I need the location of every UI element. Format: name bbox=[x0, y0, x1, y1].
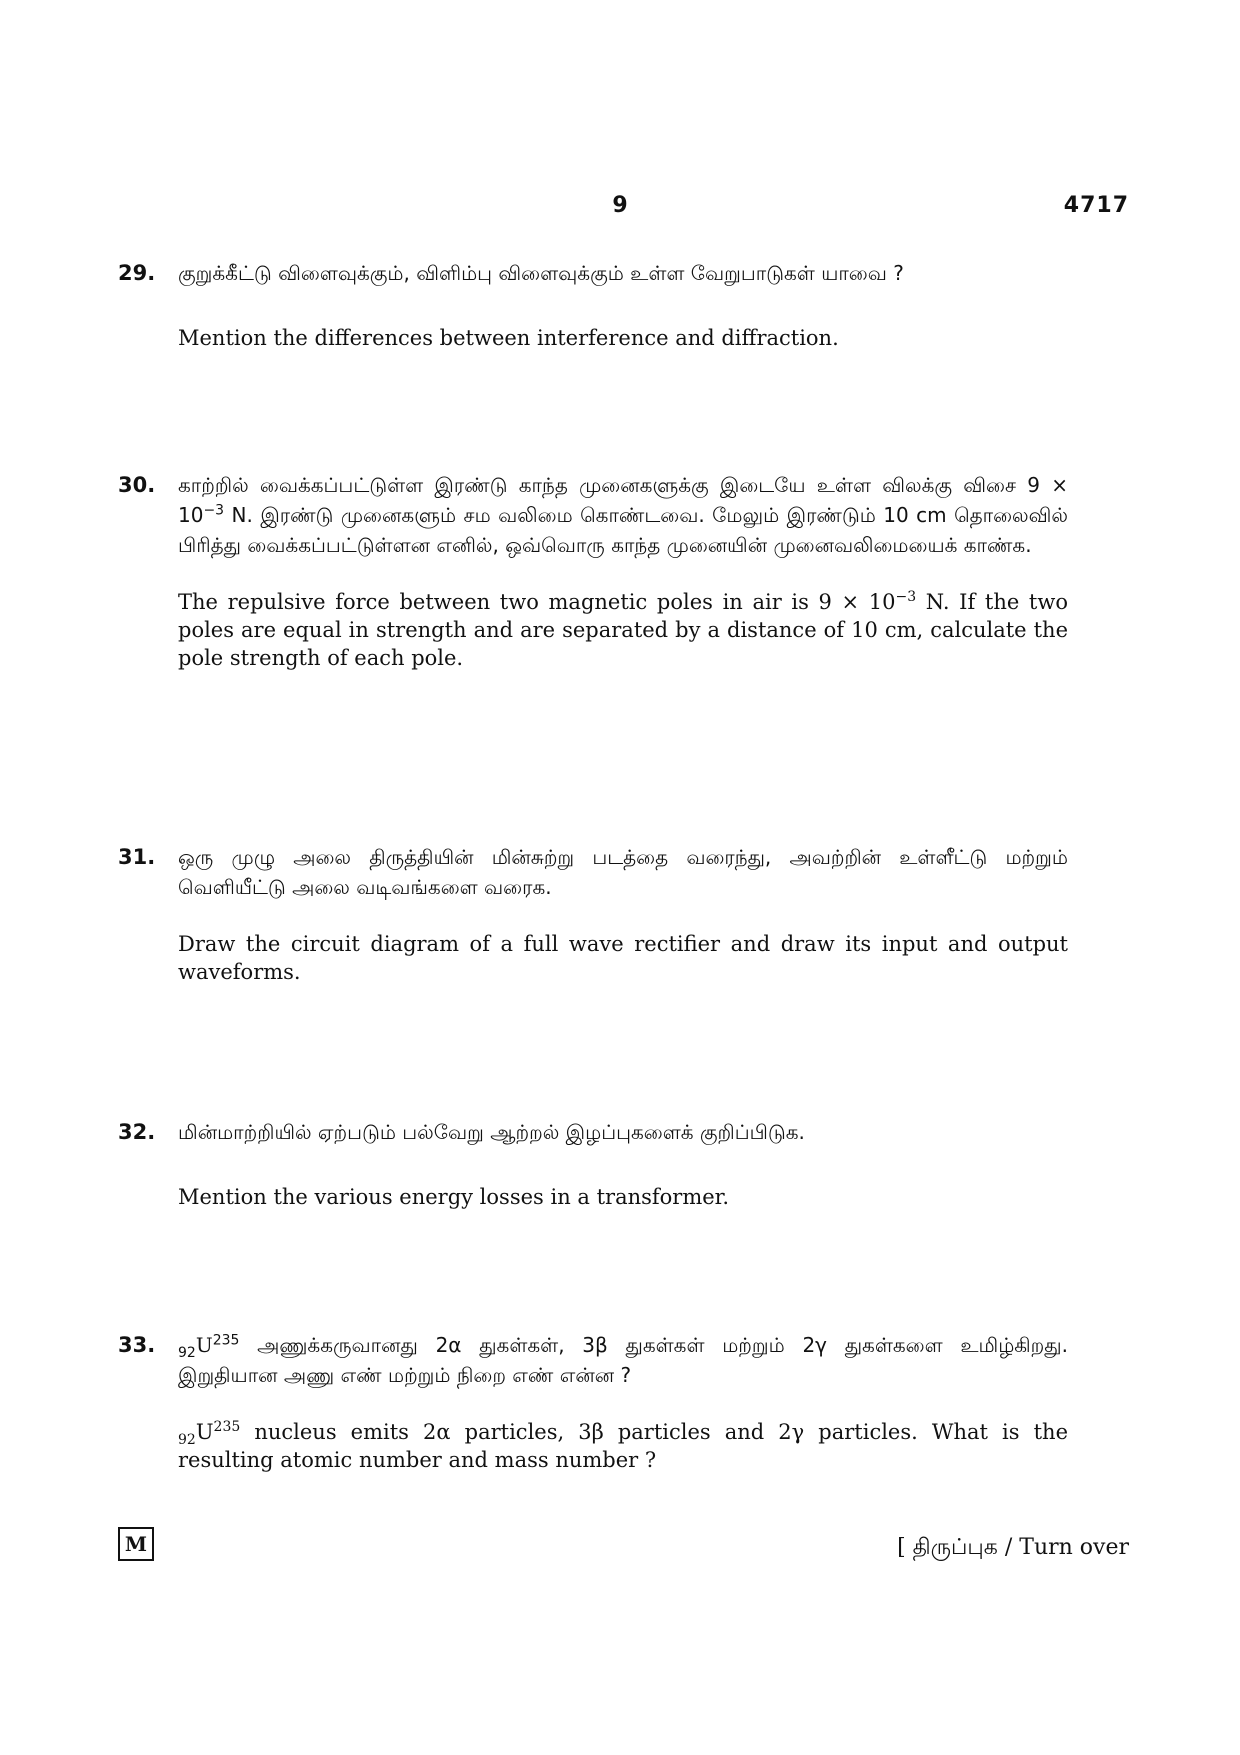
text-part: N. இரண்டு முனைகளும் சம வலிமை கொண்டவை. மேலும் இரண்டும் 10 cm தொலைவில் பிரித்து வைக்கப்பட்டுள்ளன எனில், ஒவ்வொரு காந்த முனையின் முனைவலிமையைக் காண்க. bbox=[178, 503, 1068, 557]
atomic-number: 92 bbox=[178, 1432, 196, 1449]
question-number: 31. bbox=[118, 845, 156, 869]
element-symbol: U bbox=[195, 1333, 213, 1357]
question-text-english bbox=[178, 1418, 1068, 1474]
mass-number: 235 bbox=[212, 1332, 240, 1349]
question-text-english bbox=[178, 588, 1068, 672]
exponent: −3 bbox=[895, 589, 917, 605]
page-number: 9 bbox=[612, 193, 628, 218]
turn-over-note: [ திருப்புக / Turn over bbox=[897, 1535, 1129, 1560]
question-number: 33. bbox=[118, 1333, 156, 1357]
paper-code: 4717 bbox=[1063, 193, 1129, 218]
question-text-english: Draw the circuit diagram of a full wave rectifier and draw its input and output waveforms. bbox=[178, 932, 1068, 984]
text-part: The repulsive force between two magnetic poles in air is 9 × 10 bbox=[178, 590, 896, 614]
text-part: காற்றில் வைக்கப்பட்டுள்ள இரண்டு காந்த முனைகளுக்கு இடையே உள்ள விலக்கு விசை 9 × 10 bbox=[178, 473, 1068, 527]
question-number: 32. bbox=[118, 1120, 156, 1144]
question-text-english: Mention the differences between interference and diffraction. bbox=[178, 326, 839, 350]
text-part: nucleus emits 2α particles, 3β particles and 2γ particles. What is the resulting atomic number and mass number ? bbox=[178, 1420, 1068, 1472]
question-body bbox=[178, 1330, 1068, 1474]
question-text-tamil: மின்மாற்றியில் ஏற்படும் பல்வேறு ஆற்றல் இழப்புகளைக் குறிப்பிடுக. bbox=[178, 1120, 805, 1144]
question-number: 29. bbox=[118, 261, 156, 285]
question-text-tamil bbox=[178, 470, 1068, 560]
question-body bbox=[178, 258, 1068, 352]
question-text-tamil: குறுக்கீட்டு விளைவுக்கும், விளிம்பு விளைவுக்கும் உள்ள வேறுபாடுகள் யாவை ? bbox=[178, 261, 904, 285]
mass-number: 235 bbox=[213, 1419, 241, 1435]
question-text-tamil: ஒரு முழு அலை திருத்தியின் மின்சுற்று படத்தை வரைந்து, அவற்றின் உள்ளீட்டு மற்றும் வெளியீட்டு அலை வடிவங்களை வரைக. bbox=[178, 845, 1068, 899]
medium-marker-box: M bbox=[118, 1527, 154, 1561]
text-part: அணுக்கருவானது 2α துகள்கள், 3β துகள்கள் மற்றும் 2γ துகள்களை உமிழ்கிறது. இறுதியான அணு எண் மற்றும் நிறை எண் என்ன ? bbox=[178, 1333, 1068, 1387]
question-text-english: Mention the various energy losses in a transformer. bbox=[178, 1185, 730, 1209]
question-number: 30. bbox=[118, 473, 156, 497]
element-symbol: U bbox=[195, 1420, 214, 1444]
text-part: N. If the two poles are equal in strength and are separated by a distance of 10 cm, calculate the pole strength of each pole. bbox=[178, 590, 1068, 670]
question-body bbox=[178, 1117, 1068, 1211]
atomic-number: 92 bbox=[178, 1345, 196, 1361]
question-body bbox=[178, 842, 1068, 986]
exponent: −3 bbox=[203, 502, 225, 519]
question-body bbox=[178, 470, 1068, 672]
question-text-tamil bbox=[178, 1330, 1068, 1390]
